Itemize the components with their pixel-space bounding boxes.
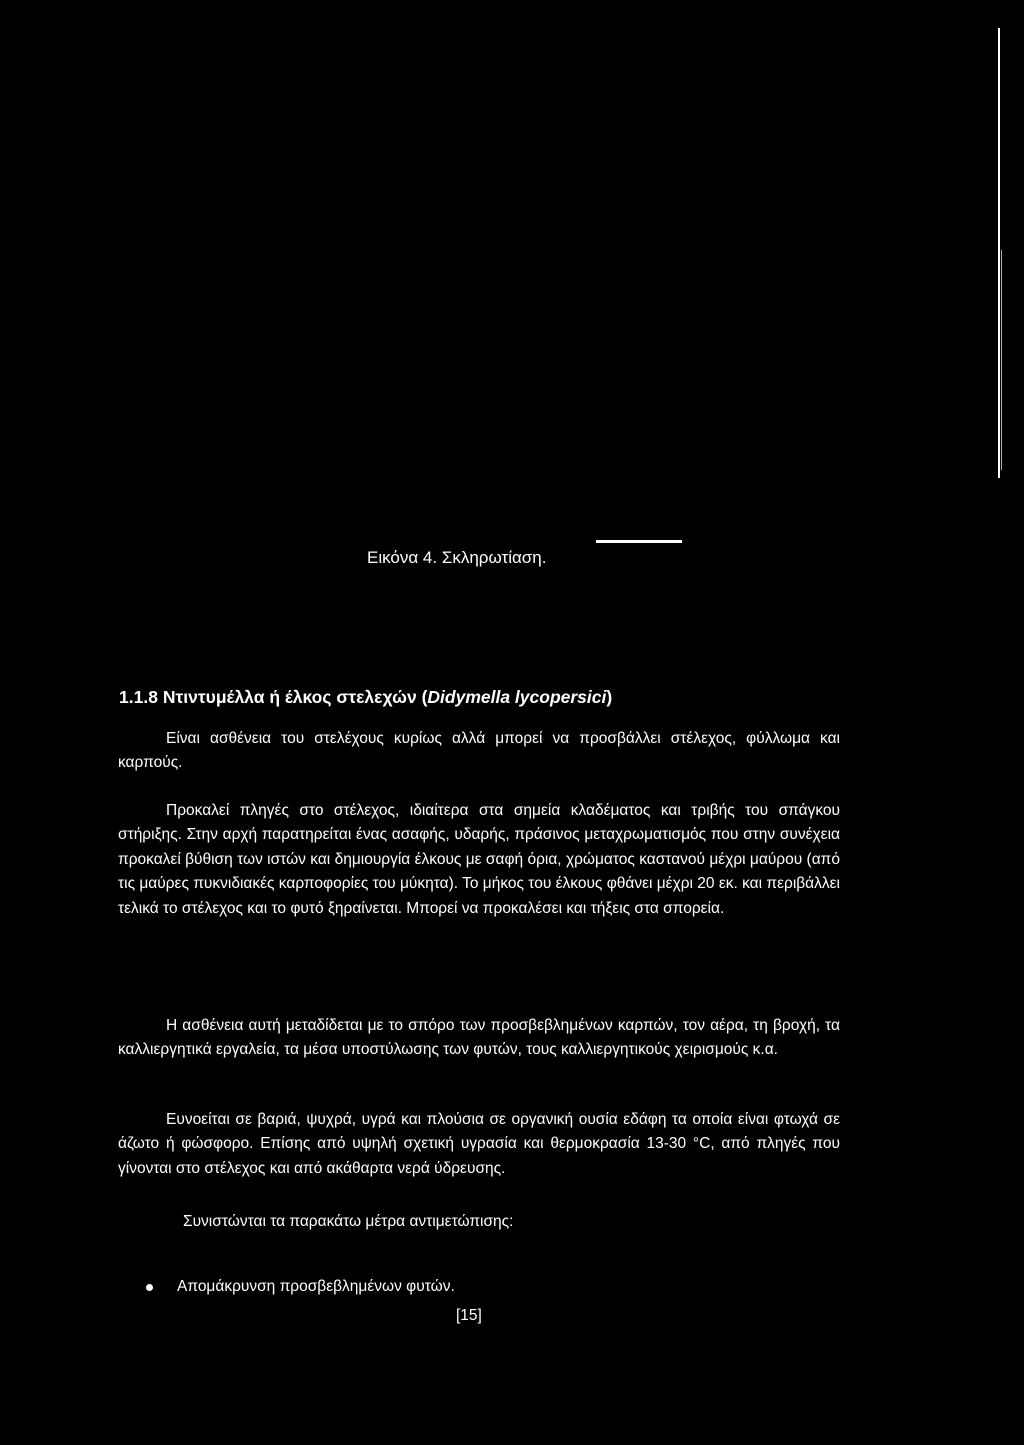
section-heading (119, 687, 612, 708)
bullet-list-item (146, 1278, 455, 1296)
caption-rule (596, 540, 682, 543)
paragraph-5: Συνιστώνται τα παρακάτω μέτρα αντιμετώπισης: (183, 1213, 514, 1230)
scan-edge-line-bottom (1001, 250, 1002, 470)
bullet-icon (146, 1284, 153, 1291)
paragraph-2: Προκαλεί πληγές στο στέλεχος, ιδιαίτερα στα σημεία κλαδέματος και τριβής του σπάγκου στήριξης. Στην αρχή παρατηρείται ένας ασαφής, υδαρής, πράσινος μεταχρωματισμός που στην συνέχεια προκαλεί βύθιση των ιστών και δημιουργία έλκους με σαφή όρια, χρώματος καστανού μέχρι μαύρου (από τις μαύρες πυκνιδιακές καρποφορίες του μύκητα). Το μήκος του έλκους φθάνει μέχρι 20 εκ. και περιβάλλει τελικά το στέλεχος και το φυτό ξηραίνεται. Μπορεί να προκαλέσει και τήξεις στα σπορεία. (118, 802, 840, 917)
bullet-text: Απομάκρυνση προσβεβλημένων φυτών. (177, 1278, 455, 1295)
page-number: [15] (456, 1307, 482, 1324)
section-title-latin-wrapper: (Didymella lycopersici) (421, 687, 613, 707)
figure-caption: Εικόνα 4. Σκληρωτίαση. (367, 548, 547, 567)
section-title-greek: Ντιντυμέλλα ή έλκος στελεχών (162, 687, 417, 707)
section-title-latin: Didymella lycopersici (427, 687, 607, 707)
paragraph-3: Η ασθένεια αυτή μεταδίδεται με το σπόρο των προσβεβλημένων καρπών, τον αέρα, τη βροχή, τα καλλιεργητικά εργαλεία, τα μέσα υποστύλωσης των φυτών, τους καλλιεργητικούς χειρισμούς κ.α. (118, 1017, 840, 1059)
paragraph-1: Είναι ασθένεια του στελέχους κυρίως αλλά μπορεί να προσβάλλει στέλεχος, φύλλωμα και καρπούς. (118, 730, 840, 772)
paragraph-4: Ευνοείται σε βαριά, ψυχρά, υγρά και πλούσια σε οργανική ουσία εδάφη τα οποία είναι φτωχά σε άζωτο ή φώσφορο. Επίσης από υψηλή σχετική υγρασία και θερμοκρασία 13-30 °C, από πληγές που γίνονται στο στέλεχος και από ακάθαρτα νερά ύδρευσης. (118, 1111, 840, 1177)
scan-edge-line-top (998, 28, 1000, 478)
section-number: 1.1.8 (119, 687, 158, 707)
